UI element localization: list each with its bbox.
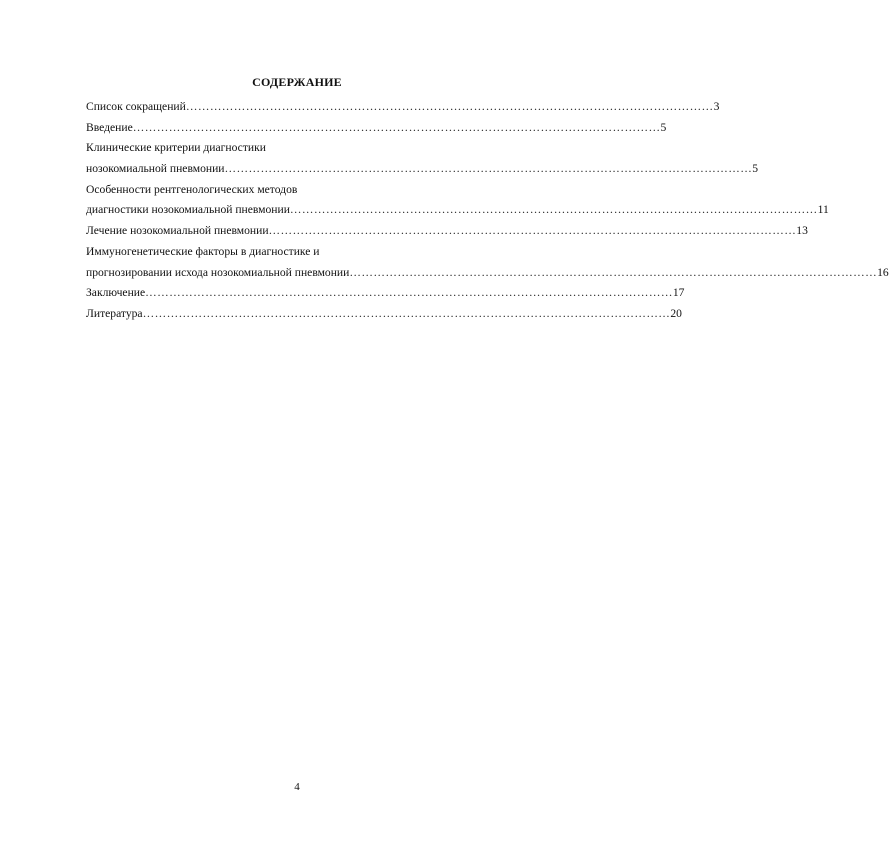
toc-entry [86,242,516,263]
toc-entry-text: Особенности рентгенологических методов [86,182,298,196]
toc-entry-page: 5 [752,162,759,176]
toc-entry [86,118,667,139]
toc-entry-text: Заключение [86,286,146,300]
toc-entry-text: Литература [86,306,143,320]
toc-leader-dots: …………………………………………………………………………………………………………………… [268,224,797,238]
toc-leader-dots: …………………………………………………………………………………………………………………… [145,286,673,300]
toc-entry-page: 3 [713,100,720,113]
toc-entry-page: 13 [796,224,808,238]
toc-entry-page: 17 [672,286,685,300]
toc-entry [86,304,682,325]
toc-title: СОДЕРЖАНИЕ [252,75,342,89]
toc-entry-text: Список сокращений [86,100,186,113]
toc-leader-dots: …………………………………………………………………………………………………………………… [142,306,671,320]
toc-leader-dots: …………………………………………………………………………………………………………………… [132,120,661,134]
toc-entry-text: Введение [86,120,133,134]
toc-leader-dots: …………………………………………………………………………………………………………………… [224,162,753,176]
toc-entry-page: 5 [660,120,667,134]
toc-entry [86,97,720,118]
toc-entry [86,263,889,284]
toc-leader-dots: …………………………………………………………………………………………………………………… [185,100,714,113]
toc-entry [86,283,685,304]
table-of-contents [86,97,889,325]
toc-entry [86,221,808,242]
toc-entry-page: 11 [817,203,829,217]
toc-entry-text: Лечение нозокомиальной пневмонии [86,224,269,238]
page-number: 4 [294,781,300,793]
toc-leader-dots: …………………………………………………………………………………………………………………… [349,265,878,279]
toc-entry-text: нозокомиальной пневмонии [86,162,225,176]
toc-entry-page: 20 [670,306,682,320]
toc-entry-page: 16 [877,265,889,279]
toc-entry-text: Иммуногенетические факторы в диагностике и [86,244,320,258]
toc-entry-text: прогнозировании исхода нозокомиальной пневмонии [86,265,350,279]
toc-entry [86,180,516,201]
toc-entry [86,138,516,159]
toc-entry [86,159,759,180]
toc-entry [86,200,829,221]
toc-entry-text: диагностики нозокомиальной пневмонии [86,203,290,217]
toc-entry-text: Клинические критерии диагностики [86,141,266,155]
toc-leader-dots: …………………………………………………………………………………………………………………… [289,203,818,217]
